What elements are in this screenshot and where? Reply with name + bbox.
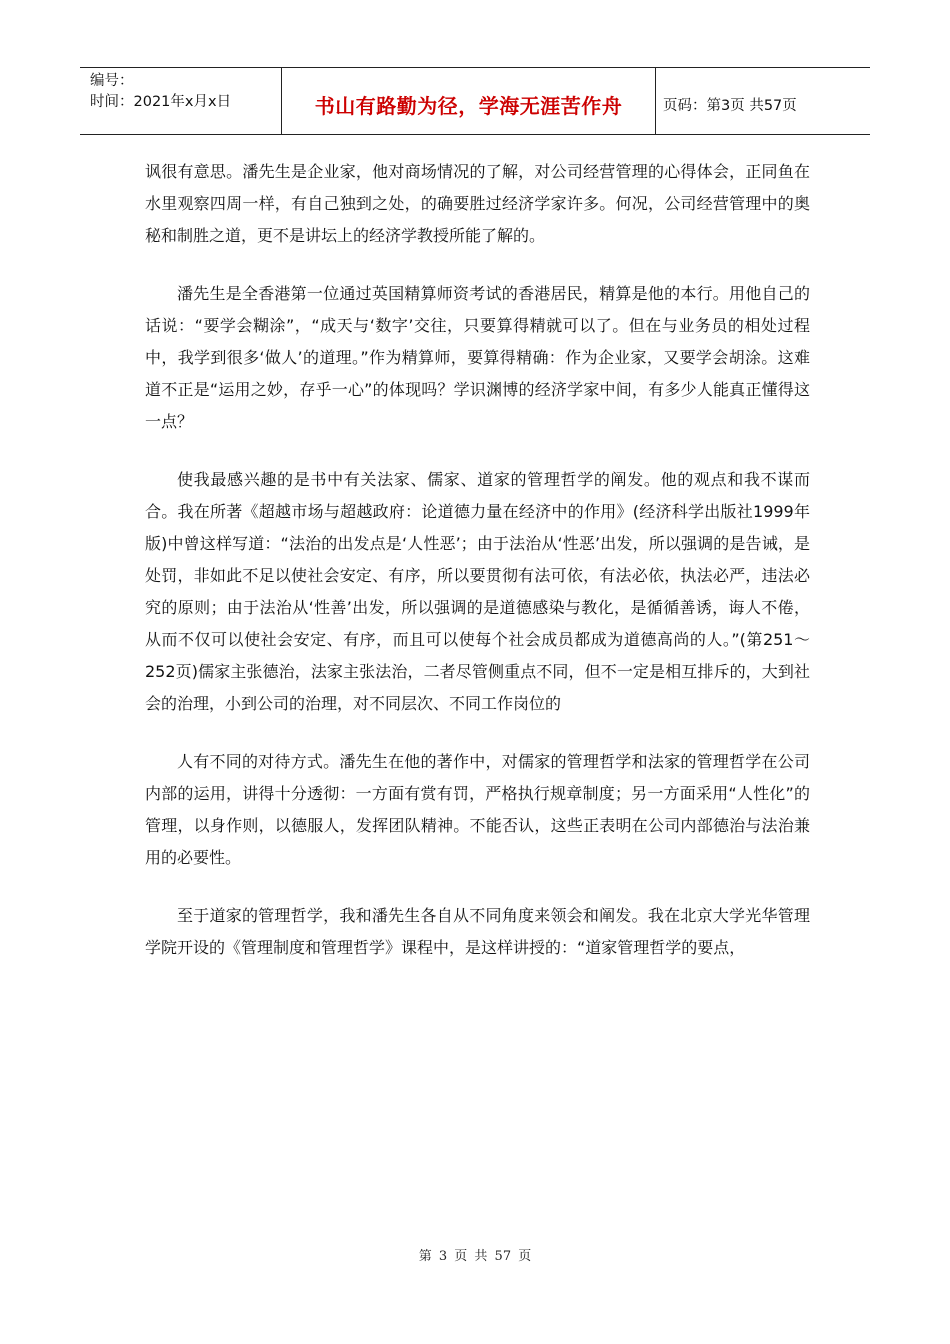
page-footer: 第 3 页 共 57 页 <box>418 1249 532 1264</box>
header-meta-cell <box>80 68 282 134</box>
document-header <box>80 67 870 135</box>
motto-text: 书山有路勤为径，学海无涯苦作舟 <box>314 93 623 118</box>
document-date: 时间：2021年x月x日 <box>90 94 232 110</box>
body-paragraph: 至于道家的管理哲学，我和潘先生各自从不同角度来领会和阐发。我在北京大学光华管理学院开设的《管理制度和管理哲学》课程中，是这样讲授的：“道家管理哲学的要点， <box>145 906 810 957</box>
document-body <box>145 156 810 990</box>
body-paragraph: 人有不同的对待方式。潘先生在他的著作中，对儒家的管理哲学和法家的管理哲学在公司内部的运用，讲得十分透彻：一方面有赏有罚，严格执行规章制度；另一方面采用“人性化”的管理，以身作则，以德服人，发挥团队精神。不能否认，这些正表明在公司内部德治与法治兼用的必要性。 <box>145 752 810 867</box>
body-paragraph: 使我最感兴趣的是书中有关法家、儒家、道家的管理哲学的阐发。他的观点和我不谋而合。我在所著《超越市场与超越政府：论道德力量在经济中的作用》(经济科学出版社1999年版)中曾这样写道：“法治的出发点是‘人性恶’；由于法治从‘性恶’出发，所以强调的是告诫，是处罚，非如此不足以使社会安定、有序，所以要贯彻有法可依，有法必依，执法必严，违法必究的原则；由于法治从‘性善’出发，所以强调的是道德感染与教化，是循循善诱，诲人不倦，从而不仅可以使社会安定、有序，而且可以使每个社会成员都成为道德高尚的人。”(第251～252页)儒家主张德治，法家主张法治，二者尽管侧重点不同，但不一定是相互排斥的，大到社会的治理，小到公司的治理，对不同层次、不同工作岗位的 <box>145 470 810 713</box>
page-info: 页码：第3页 共57页 <box>663 97 797 114</box>
body-paragraph: 讽很有意思。潘先生是企业家，他对商场情况的了解，对公司经营管理的心得体会，正同鱼在水里观察四周一样，有自己独到之处，的确要胜过经济学家许多。何况，公司经营管理中的奥秘和制胜之道，更不是讲坛上的经济学教授所能了解的。 <box>145 162 810 245</box>
header-page-cell <box>656 68 870 134</box>
body-paragraph: 潘先生是全香港第一位通过英国精算师资考试的香港居民，精算是他的本行。用他自己的话说：“要学会糊涂”，“成天与‘数字’交往，只要算得精就可以了。但在与业务员的相处过程中，我学到很多‘做人’的道理。”作为精算师，要算得精确：作为企业家，又要学会胡涂。这难道不正是“运用之妙，存乎一心”的体现吗？学识渊博的经济学家中间，有多少人能真正懂得这一点？ <box>145 284 810 431</box>
header-motto-cell <box>282 68 656 134</box>
document-number-label: 编号： <box>90 73 134 89</box>
